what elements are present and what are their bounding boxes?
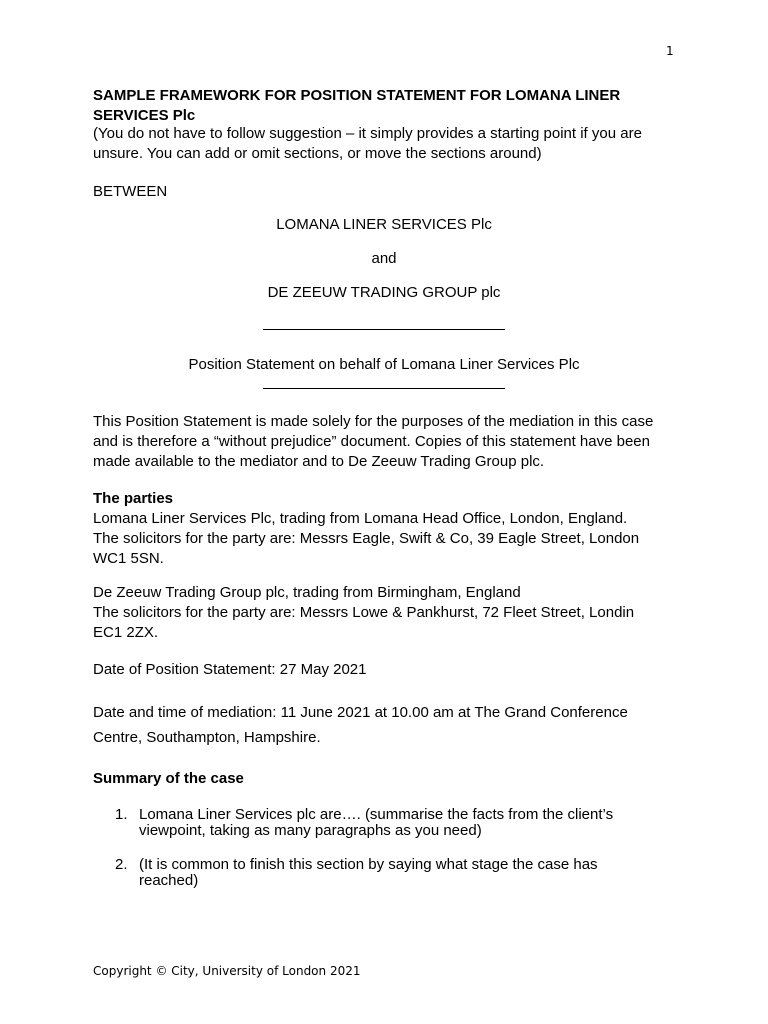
divider-line: [93, 375, 675, 395]
parties-heading: The parties: [93, 490, 174, 507]
disclaimer-paragraph: [93, 412, 683, 472]
disclaimer-line: and is therefore a “without prejudice” document. Copies of this statement have been: [93, 433, 650, 450]
mediation-line: Centre, Southampton, Hampshire.: [93, 729, 321, 746]
party-b-name: DE ZEEUW TRADING GROUP plc: [267, 284, 501, 301]
disclaimer-line: made available to the mediator and to De Zeeuw Trading Group plc.: [93, 453, 545, 470]
list-item-line: Lomana Liner Services plc are…. (summarise the facts from the client’s: [139, 806, 614, 823]
document-title: [93, 86, 683, 126]
list-item-line: viewpoint, taking as many paragraphs as you need): [139, 822, 482, 839]
divider-line: [93, 316, 675, 336]
and-label: and: [371, 250, 397, 267]
party1-details: [93, 509, 683, 569]
position-statement-title: Position Statement on behalf of Lomana Liner Services Plc: [188, 356, 580, 373]
list-item-line: reached): [139, 872, 199, 889]
list-item-number: 2.: [115, 856, 128, 873]
mediation-line: Date and time of mediation: 11 June 2021 at 10.00 am at The Grand Conference: [93, 704, 628, 721]
date-of-mediation: [93, 700, 683, 750]
party2-line: EC1 2ZX.: [93, 624, 159, 641]
list-item-line: (It is common to finish this section by saying what stage the case has: [139, 856, 598, 873]
between-label: BETWEEN: [93, 183, 168, 200]
party1-line: WC1 5SN.: [93, 550, 164, 567]
party1-line: Lomana Liner Services Plc, trading from Lomana Head Office, London, England.: [93, 510, 628, 527]
title-line: SERVICES Plc: [93, 107, 196, 124]
list-item-text: [139, 807, 639, 839]
intro-line: unsure. You can add or omit sections, or move the sections around): [93, 145, 542, 162]
summary-heading: Summary of the case: [93, 770, 244, 787]
party2-details: [93, 583, 683, 643]
intro-line: (You do not have to follow suggestion – it simply provides a starting point if you are: [93, 125, 642, 142]
intro-note: [93, 124, 683, 164]
party2-line: De Zeeuw Trading Group plc, trading from Birmingham, England: [93, 584, 521, 601]
list-item-number: 1.: [115, 806, 128, 823]
list-item-text: [139, 857, 639, 889]
title-line: SAMPLE FRAMEWORK FOR POSITION STATEMENT FOR LOMANA LINER: [93, 87, 621, 104]
disclaimer-line: This Position Statement is made solely for the purposes of the mediation in this case: [93, 413, 654, 430]
party2-line: The solicitors for the party are: Messrs Lowe & Pankhurst, 72 Fleet Street, Londin: [93, 604, 635, 621]
party1-line: The solicitors for the party are: Messrs Eagle, Swift & Co, 39 Eagle Street, London: [93, 530, 640, 547]
copyright-footer: Copyright © City, University of London 2021: [93, 964, 361, 978]
page-number: 1: [666, 44, 674, 58]
date-of-statement: Date of Position Statement: 27 May 2021: [93, 661, 367, 678]
party-a-name: LOMANA LINER SERVICES Plc: [276, 216, 492, 233]
